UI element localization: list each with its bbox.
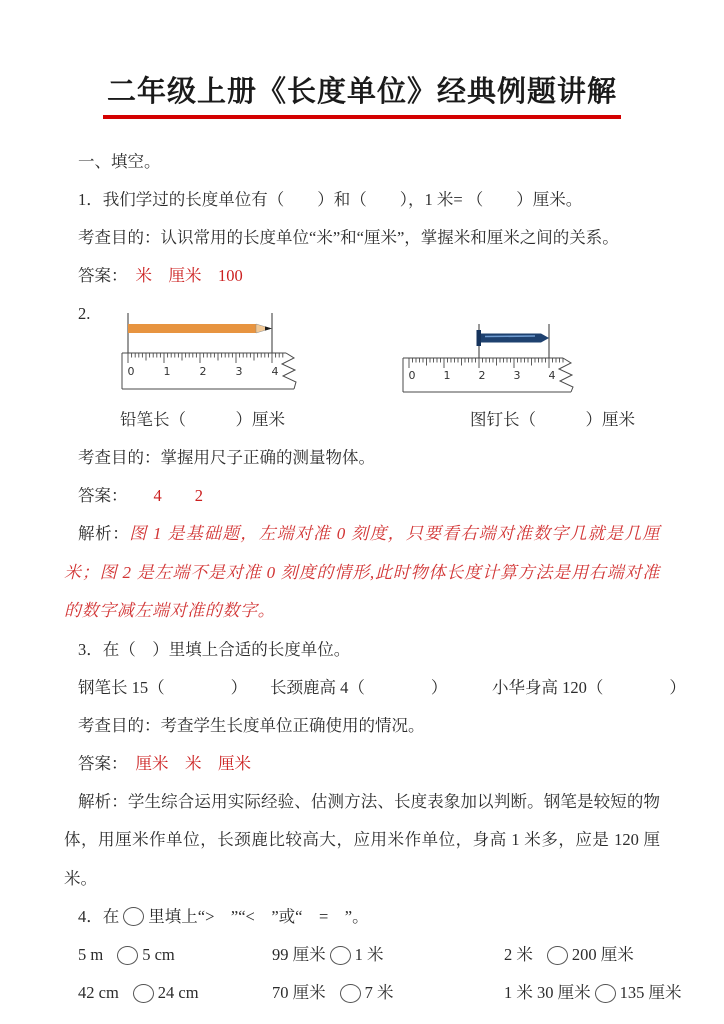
comparison-left: 70 厘米	[272, 983, 326, 1003]
comparison-item	[272, 936, 490, 974]
tick-label: 4	[548, 369, 556, 383]
q2-answer-text: 4 2	[153, 486, 203, 506]
comparison-left: 1 米 30 厘米	[504, 983, 591, 1003]
q3-question: 3．在（ ）里填上合适的长度单位。	[78, 639, 351, 659]
q2-purpose	[64, 439, 660, 477]
tack-highlight	[485, 336, 535, 337]
q1-purpose-text: 认识常用的长度单位“米”和“厘米”，掌握米和厘米之间的关系。	[160, 228, 619, 248]
purpose-label: 考查目的：	[78, 715, 161, 735]
pencil-ruler-figure	[118, 307, 333, 391]
tick-label: 2	[199, 365, 207, 379]
q3-item: 小华身高 120（ ）	[492, 677, 686, 697]
comparison-left: 99 厘米	[272, 945, 326, 965]
ruler-ticks	[409, 358, 563, 368]
analysis-label: 解析：	[78, 791, 128, 811]
q4-question-suffix: 里填上“> ”“< ”或“ = ”。	[148, 907, 369, 927]
q1-question: 1．我们学过的长度单位有（ ）和（ ），1 米= （ ）厘米。	[78, 190, 583, 210]
q1-answer	[64, 257, 660, 295]
comparison-item	[490, 936, 660, 974]
comparison-item	[490, 974, 682, 1012]
q3-analysis	[64, 783, 660, 899]
comparison-right: 5 cm	[142, 945, 175, 965]
tack-caption: 图钉长（ ）厘米	[470, 410, 635, 430]
comparison-item	[64, 974, 272, 1012]
comparison-circle	[595, 984, 616, 1003]
answer-label: 答案：	[78, 753, 128, 773]
comparison-left: 42 cm	[78, 983, 119, 1003]
comparison-circle	[133, 984, 154, 1003]
page-title: 二年级上册《长度单位》经典例题讲解	[103, 74, 621, 119]
ruler-ticks	[128, 353, 283, 363]
comparison-right: 7 米	[364, 983, 394, 1003]
tick-label: 3	[513, 369, 521, 383]
comparison-circle	[117, 946, 138, 965]
q2-answer	[64, 477, 660, 515]
analysis-label: 解析：	[78, 524, 130, 544]
purpose-label: 考查目的：	[78, 228, 161, 248]
tick-label: 1	[443, 369, 451, 383]
q3-item: 长颈鹿高 4（ ）	[270, 677, 448, 697]
q2-captions	[64, 401, 660, 439]
comparison-item	[272, 974, 490, 1012]
q2-purpose-text: 掌握用尺子正确的测量物体。	[160, 448, 375, 468]
q3-answer-text: 厘米 米 厘米	[135, 753, 251, 773]
q3-analysis-text: 学生综合运用实际经验、估测方法、长度表象加以判断。钢笔是较短的物体，用厘米作单位，长颈鹿比较高大，应用米作单位，身高 1 米多，应是 120 厘米。	[64, 791, 661, 888]
tick-label: 3	[235, 365, 243, 379]
tick-label: 4	[271, 365, 279, 379]
tack-head	[477, 330, 482, 346]
pencil-caption: 铅笔长（ ）厘米	[120, 410, 285, 430]
pencil-lead	[265, 327, 272, 331]
q2-analysis	[64, 515, 660, 631]
tick-label: 0	[127, 365, 135, 379]
q4-row-2	[64, 974, 682, 1012]
comparison-circle	[547, 946, 568, 965]
q4-question-prefix: 4．在	[78, 907, 120, 927]
comparison-circle	[123, 907, 144, 926]
comparison-right: 24 cm	[157, 983, 199, 1003]
q4-question	[64, 898, 660, 936]
comparison-left: 5 m	[78, 945, 104, 965]
tack-point	[541, 334, 549, 343]
ruler-torn-edge	[282, 353, 296, 389]
tick-label: 0	[408, 369, 416, 383]
q2-analysis-text: 图 1 是基础题，左端对准 0 刻度，只要看右端对准数字几就是几厘米；图 2 是左端不是对准 0 刻度的情形,此时物体长度计算方法是用右端对准的数字减左端对准的数字。	[64, 524, 660, 621]
q3-purpose	[64, 707, 660, 745]
pencil-body	[128, 324, 256, 333]
comparison-right: 135 厘米	[619, 983, 682, 1003]
ruler-torn-edge	[559, 358, 573, 392]
tack-ruler-figure	[397, 320, 602, 394]
q1-answer-text: 米 厘米 100	[135, 266, 243, 286]
comparison-circle	[330, 946, 351, 965]
comparison-circle	[340, 984, 361, 1003]
q2-figures	[64, 307, 660, 393]
comparison-right: 1 米	[354, 945, 384, 965]
q4-row-1	[64, 936, 660, 974]
tick-label: 1	[163, 365, 171, 379]
comparison-right: 200 厘米	[571, 945, 634, 965]
answer-label: 答案：	[78, 486, 128, 506]
q3-answer	[64, 745, 660, 783]
comparison-item	[64, 936, 272, 974]
purpose-label: 考查目的：	[78, 448, 161, 468]
q3-item: 钢笔长 15（ ）	[78, 677, 248, 697]
q3-purpose-text: 考查学生长度单位正确使用的情况。	[160, 715, 425, 735]
tack-body	[481, 334, 541, 343]
q2-number: 2.	[78, 304, 91, 324]
section-heading: 一、填空。	[78, 152, 161, 172]
comparison-left: 2 米	[504, 945, 533, 965]
q3-items	[64, 669, 686, 707]
answer-label: 答案：	[78, 266, 128, 286]
title-block	[64, 74, 660, 119]
q1-purpose	[64, 219, 660, 257]
tick-label: 2	[478, 369, 486, 383]
